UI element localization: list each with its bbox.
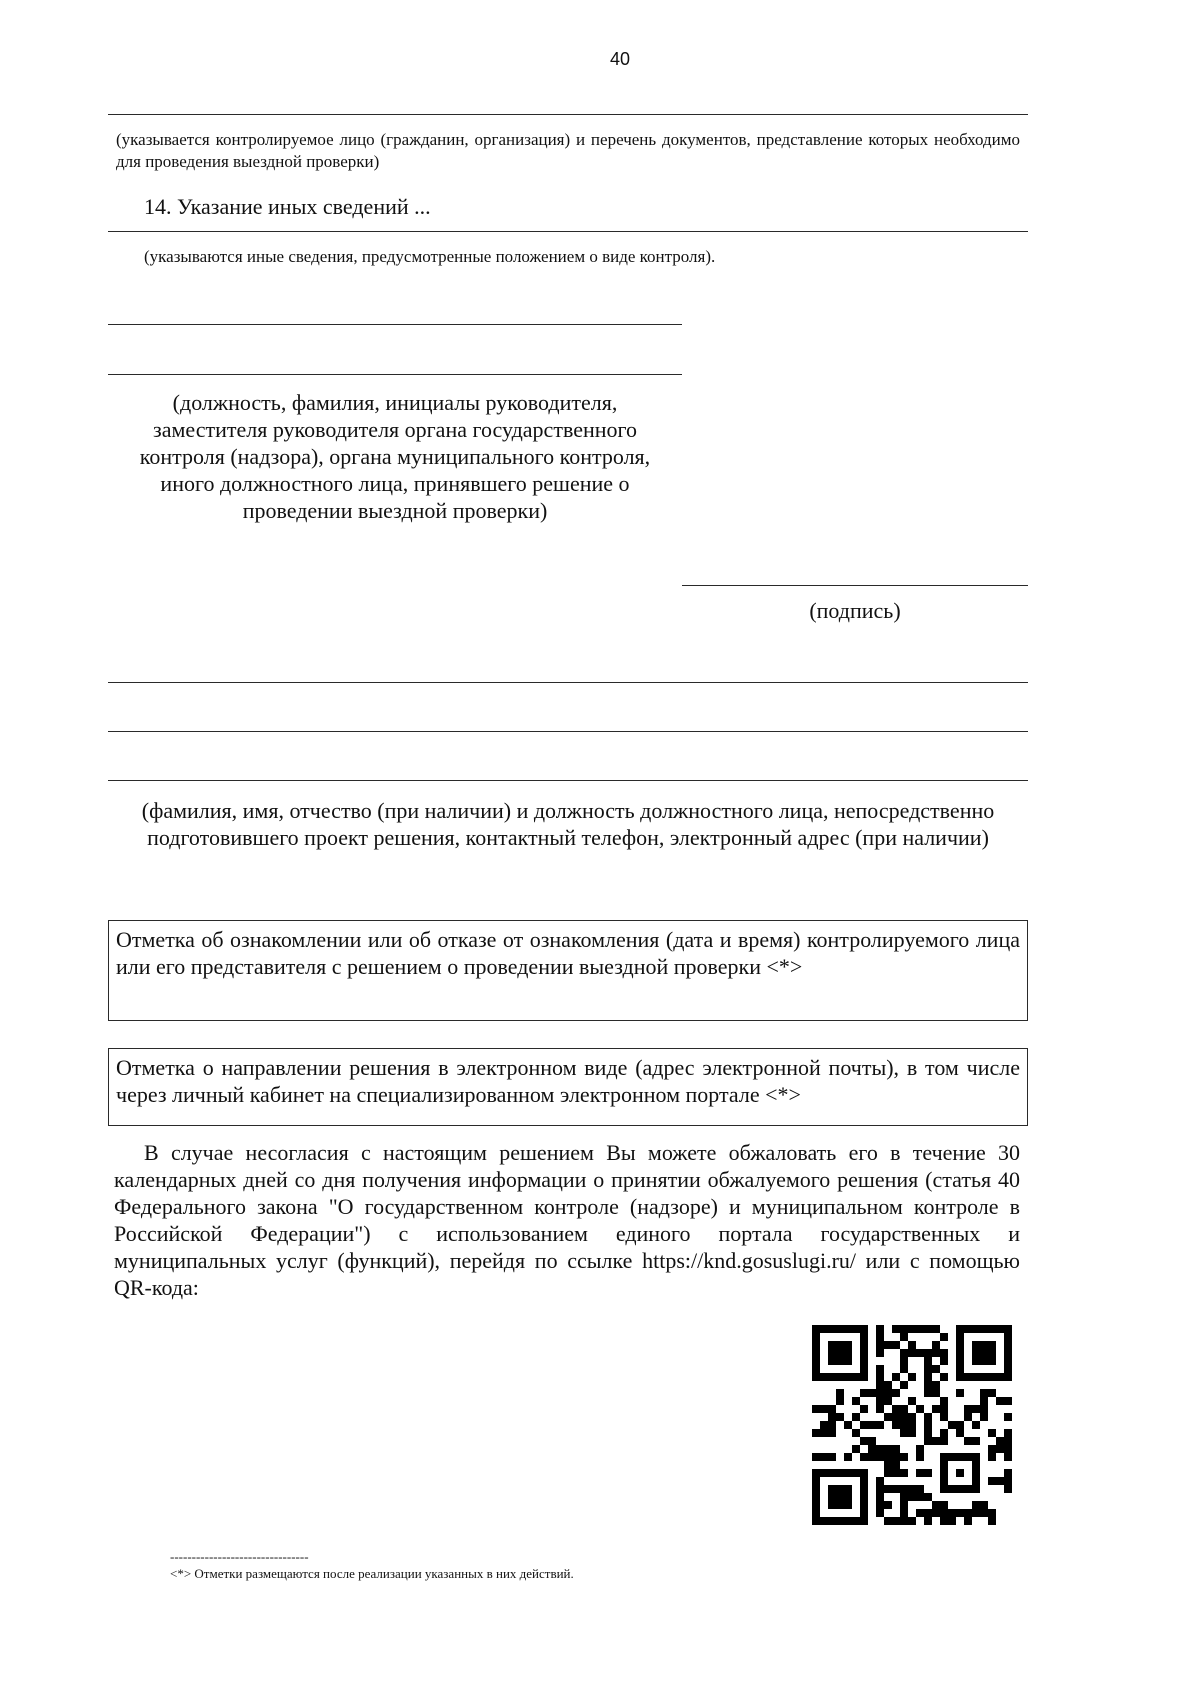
footnote-text: <*> Отметки размещаются после реализации указанных в них действий. — [170, 1566, 574, 1581]
item14-rule — [108, 231, 1028, 232]
signature-caption: (подпись) — [809, 598, 901, 623]
top-rule — [108, 114, 1028, 115]
qr-code — [812, 1325, 1012, 1525]
preparer-rule-1 — [108, 682, 1028, 683]
preparer-caption: (фамилия, имя, отчество (при наличии) и должность должностного лица, непосредственно подготовившего проект решения, контактный телефон, электронный адрес (при наличии) — [141, 798, 995, 850]
appeal-paragraph: В случае несогласия с настоящим решением Вы можете обжаловать его в течение 30 календарных дней со дня получения информации о принятии обжалуемого решения (статья 40 Федерального закона "О государственном контроле (надзоре) и муниципальном контроле в Российской Федерации") с использованием единого портала государственных и муниципальных услуг (функций), перейдя по ссылке https://knd.gosuslugi.ru/ или с помощью QR-кода: — [114, 1140, 1020, 1300]
signature-rule — [682, 585, 1028, 586]
official-rule-1 — [108, 324, 682, 325]
footnote-separator: -------------------------------- — [170, 1549, 309, 1564]
item14-heading: 14. Указание иных сведений ... — [144, 194, 431, 219]
page-number: 40 — [609, 49, 631, 69]
electronic-delivery-box: Отметка о направлении решения в электронном виде (адрес электронной почты), в том числе через личный кабинет на специализированном электронном портале <*> — [108, 1048, 1028, 1126]
preparer-rule-2 — [108, 731, 1028, 732]
official-caption: (должность, фамилия, инициалы руководителя, заместителя руководителя органа государственного контроля (надзора), органа муниципального контроля, иного должностного лица, принявшего решение о проведении выездной проверки) — [139, 390, 651, 523]
documents-caption: (указывается контролируемое лицо (гражданин, организация) и перечень документов, представление которых необходимо для проведения выездной проверки) — [116, 130, 1020, 171]
official-rule-2 — [108, 374, 682, 375]
acknowledgement-box: Отметка об ознакомлении или об отказе от ознакомления (дата и время) контролируемого лица или его представителя с решением о проведении выездной проверки <*> — [108, 920, 1028, 1021]
item14-caption: (указываются иные сведения, предусмотренные положением о виде контроля). — [144, 247, 716, 266]
preparer-rule-3 — [108, 780, 1028, 781]
